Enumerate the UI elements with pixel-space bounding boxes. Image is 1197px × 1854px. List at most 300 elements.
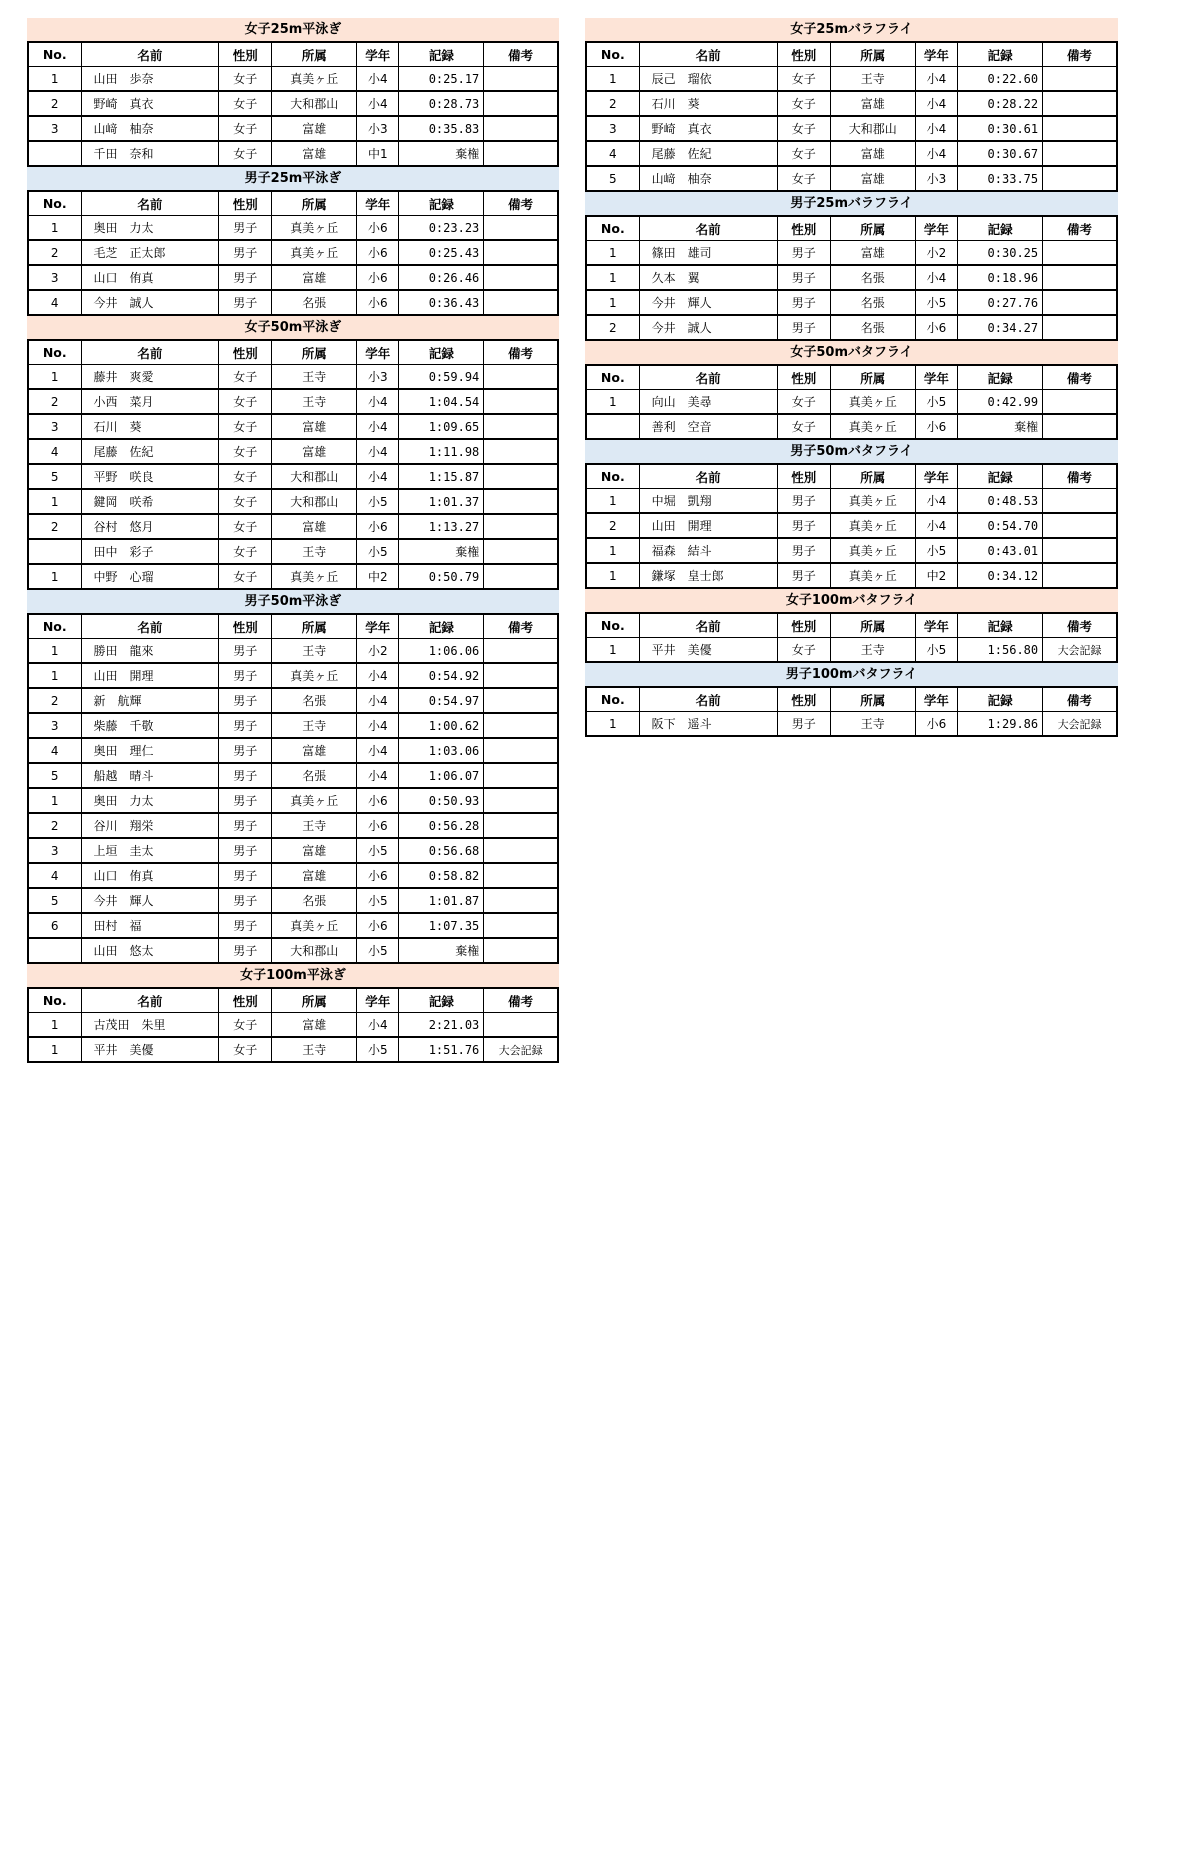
header-row <box>28 191 558 216</box>
cell-team: 真美ヶ丘 <box>830 489 915 514</box>
table-row <box>28 489 558 514</box>
column-header-name: 名前 <box>639 365 777 390</box>
cell-record: 1:51.76 <box>399 1037 484 1062</box>
cell-note <box>484 639 558 664</box>
table-row <box>28 116 558 141</box>
column-header-team: 所属 <box>272 42 357 67</box>
cell-sex: 男子 <box>777 315 830 340</box>
cell-no: 2 <box>586 513 639 538</box>
event-section <box>27 167 559 316</box>
cell-sex: 男子 <box>777 241 830 266</box>
cell-note <box>1043 390 1117 415</box>
cell-sex: 女子 <box>219 439 272 464</box>
cell-team: 名張 <box>830 290 915 315</box>
cell-sex: 女子 <box>219 389 272 414</box>
cell-no: 1 <box>586 489 639 514</box>
column-header-name: 名前 <box>81 191 219 216</box>
cell-sex: 女子 <box>777 91 830 116</box>
cell-name: 柴藤 千敬 <box>81 713 219 738</box>
cell-record: 0:48.53 <box>958 489 1043 514</box>
column-header-name: 名前 <box>639 216 777 241</box>
cell-grade: 小3 <box>357 116 399 141</box>
cell-grade: 小4 <box>357 663 399 688</box>
cell-team: 王寺 <box>272 389 357 414</box>
cell-grade: 小5 <box>357 938 399 963</box>
table-row <box>586 390 1117 415</box>
cell-sex: 男子 <box>777 513 830 538</box>
cell-grade: 小6 <box>915 712 957 737</box>
cell-grade: 小4 <box>915 91 957 116</box>
table-row <box>586 538 1117 563</box>
cell-record: 1:11.98 <box>399 439 484 464</box>
cell-sex: 女子 <box>777 390 830 415</box>
cell-sex: 男子 <box>777 290 830 315</box>
cell-note <box>1043 290 1117 315</box>
cell-no: 1 <box>28 663 81 688</box>
table-row <box>28 464 558 489</box>
column-header-grade: 学年 <box>915 613 957 638</box>
cell-team: 真美ヶ丘 <box>830 414 915 439</box>
cell-team: 真美ヶ丘 <box>272 663 357 688</box>
column-header-grade: 学年 <box>915 365 957 390</box>
cell-name: 山口 侑真 <box>81 265 219 290</box>
column-header-record: 記録 <box>958 42 1043 67</box>
table-row <box>28 414 558 439</box>
cell-sex: 男子 <box>219 688 272 713</box>
cell-team: 富雄 <box>272 439 357 464</box>
cell-sex: 男子 <box>777 489 830 514</box>
cell-no <box>586 414 639 439</box>
cell-grade: 小6 <box>357 290 399 315</box>
cell-note <box>484 663 558 688</box>
column-header-grade: 学年 <box>357 614 399 639</box>
event-title: 男子50m平泳ぎ <box>27 590 559 613</box>
cell-team: 真美ヶ丘 <box>272 913 357 938</box>
table-row <box>28 539 558 564</box>
table-row <box>586 489 1117 514</box>
cell-grade: 小6 <box>357 813 399 838</box>
table-row <box>586 116 1117 141</box>
cell-note <box>484 913 558 938</box>
header-row <box>28 42 558 67</box>
cell-no: 1 <box>28 216 81 241</box>
header-row <box>28 340 558 365</box>
cell-team: 大和郡山 <box>272 464 357 489</box>
cell-record: 0:56.68 <box>399 838 484 863</box>
cell-name: 石川 葵 <box>81 414 219 439</box>
column-header-record: 記録 <box>958 365 1043 390</box>
header-row <box>586 687 1117 712</box>
table-row <box>586 91 1117 116</box>
table-row <box>28 763 558 788</box>
cell-team: 富雄 <box>272 1013 357 1038</box>
header-row <box>586 365 1117 390</box>
column-header-no: No. <box>586 687 639 712</box>
cell-record: 1:15.87 <box>399 464 484 489</box>
cell-record: 1:06.07 <box>399 763 484 788</box>
cell-grade: 小5 <box>357 888 399 913</box>
cell-name: 向山 美尋 <box>639 390 777 415</box>
column-header-note: 備考 <box>1043 216 1117 241</box>
column-header-record: 記録 <box>399 191 484 216</box>
column-header-no: No. <box>586 365 639 390</box>
cell-grade: 小4 <box>357 91 399 116</box>
table-row <box>28 564 558 589</box>
cell-no: 1 <box>28 639 81 664</box>
cell-name: 鎌塚 皇士郎 <box>639 563 777 588</box>
cell-no: 2 <box>28 514 81 539</box>
cell-note <box>484 439 558 464</box>
cell-name: 小西 菜月 <box>81 389 219 414</box>
cell-sex: 男子 <box>219 913 272 938</box>
cell-team: 王寺 <box>272 713 357 738</box>
cell-sex: 女子 <box>777 638 830 663</box>
cell-no: 1 <box>586 290 639 315</box>
column-header-record: 記録 <box>958 687 1043 712</box>
cell-record: 1:01.37 <box>399 489 484 514</box>
column-header-team: 所属 <box>272 340 357 365</box>
cell-team: 富雄 <box>830 141 915 166</box>
column-header-note: 備考 <box>484 42 558 67</box>
cell-sex: 男子 <box>219 838 272 863</box>
cell-note <box>1043 67 1117 92</box>
left-column <box>27 18 559 1063</box>
cell-grade: 小6 <box>357 863 399 888</box>
cell-name: 田村 福 <box>81 913 219 938</box>
cell-grade: 中1 <box>357 141 399 166</box>
cell-sex: 男子 <box>219 763 272 788</box>
event-section <box>585 192 1118 341</box>
cell-team: 王寺 <box>272 813 357 838</box>
cell-record: 1:13.27 <box>399 514 484 539</box>
cell-grade: 小3 <box>357 365 399 390</box>
column-header-team: 所属 <box>272 988 357 1013</box>
cell-team: 王寺 <box>272 365 357 390</box>
cell-note <box>1043 489 1117 514</box>
event-section <box>27 18 559 167</box>
column-header-note: 備考 <box>1043 365 1117 390</box>
results-table <box>27 987 559 1063</box>
cell-no: 1 <box>586 538 639 563</box>
cell-no: 3 <box>586 116 639 141</box>
column-header-name: 名前 <box>639 464 777 489</box>
cell-note <box>484 838 558 863</box>
column-header-record: 記録 <box>399 42 484 67</box>
cell-grade: 小3 <box>915 166 957 191</box>
cell-name: 今井 輝人 <box>81 888 219 913</box>
cell-team: 富雄 <box>830 241 915 266</box>
cell-sex: 女子 <box>219 67 272 92</box>
cell-note <box>484 290 558 315</box>
table-row <box>586 241 1117 266</box>
cell-name: 野崎 真衣 <box>639 116 777 141</box>
cell-no: 1 <box>28 788 81 813</box>
table-row <box>28 265 558 290</box>
column-header-team: 所属 <box>830 216 915 241</box>
cell-no: 2 <box>28 91 81 116</box>
column-header-no: No. <box>586 464 639 489</box>
column-header-team: 所属 <box>830 464 915 489</box>
cell-team: 王寺 <box>272 1037 357 1062</box>
table-row <box>28 1013 558 1038</box>
table-row <box>586 265 1117 290</box>
cell-grade: 小5 <box>915 538 957 563</box>
results-table <box>585 612 1118 663</box>
cell-record: 0:34.12 <box>958 563 1043 588</box>
cell-name: 毛芝 正太郎 <box>81 240 219 265</box>
column-header-name: 名前 <box>81 988 219 1013</box>
cell-team: 真美ヶ丘 <box>272 240 357 265</box>
table-row <box>28 813 558 838</box>
cell-grade: 小4 <box>357 389 399 414</box>
cell-no <box>28 141 81 166</box>
cell-grade: 小2 <box>357 639 399 664</box>
cell-name: 中堀 凱翔 <box>639 489 777 514</box>
table-row <box>586 166 1117 191</box>
cell-name: 山﨑 柚奈 <box>639 166 777 191</box>
column-header-record: 記録 <box>958 464 1043 489</box>
results-table <box>585 463 1118 589</box>
column-header-name: 名前 <box>639 687 777 712</box>
cell-note <box>1043 166 1117 191</box>
cell-name: 平野 咲良 <box>81 464 219 489</box>
event-title: 男子25m平泳ぎ <box>27 167 559 190</box>
cell-note <box>1043 414 1117 439</box>
cell-team: 名張 <box>272 688 357 713</box>
cell-sex: 女子 <box>777 116 830 141</box>
cell-team: 大和郡山 <box>272 489 357 514</box>
cell-sex: 男子 <box>219 863 272 888</box>
cell-name: 平井 美優 <box>81 1037 219 1062</box>
cell-team: 富雄 <box>272 514 357 539</box>
column-header-note: 備考 <box>1043 613 1117 638</box>
cell-grade: 小4 <box>915 489 957 514</box>
cell-name: 篠田 雄司 <box>639 241 777 266</box>
cell-record: 0:59.94 <box>399 365 484 390</box>
cell-team: 富雄 <box>272 838 357 863</box>
cell-no: 3 <box>28 713 81 738</box>
cell-note <box>484 365 558 390</box>
cell-note <box>484 91 558 116</box>
results-table <box>27 41 559 167</box>
column-header-no: No. <box>28 988 81 1013</box>
column-header-grade: 学年 <box>915 464 957 489</box>
table-row <box>586 638 1117 663</box>
column-header-sex: 性別 <box>219 42 272 67</box>
table-row <box>28 838 558 863</box>
column-header-record: 記録 <box>958 613 1043 638</box>
cell-record: 1:09.65 <box>399 414 484 439</box>
cell-note <box>484 788 558 813</box>
table-row <box>586 712 1117 737</box>
cell-grade: 小5 <box>915 638 957 663</box>
column-header-name: 名前 <box>81 340 219 365</box>
column-header-sex: 性別 <box>219 340 272 365</box>
cell-grade: 小6 <box>357 216 399 241</box>
cell-grade: 小6 <box>357 240 399 265</box>
table-row <box>28 389 558 414</box>
table-row <box>28 938 558 963</box>
cell-grade: 小5 <box>915 290 957 315</box>
event-title: 女子50mバタフライ <box>585 341 1118 364</box>
cell-sex: 女子 <box>219 91 272 116</box>
table-row <box>28 888 558 913</box>
header-row <box>586 42 1117 67</box>
cell-name: 山田 歩奈 <box>81 67 219 92</box>
cell-note <box>484 813 558 838</box>
cell-no: 5 <box>28 888 81 913</box>
cell-note <box>484 67 558 92</box>
cell-grade: 小4 <box>915 141 957 166</box>
column-header-sex: 性別 <box>777 464 830 489</box>
cell-record: 1:01.87 <box>399 888 484 913</box>
cell-team: 大和郡山 <box>272 938 357 963</box>
cell-grade: 小4 <box>357 414 399 439</box>
cell-record: 1:00.62 <box>399 713 484 738</box>
table-row <box>28 788 558 813</box>
cell-sex: 男子 <box>219 265 272 290</box>
table-row <box>28 67 558 92</box>
cell-team: 大和郡山 <box>272 91 357 116</box>
cell-no: 1 <box>28 365 81 390</box>
cell-name: 船越 晴斗 <box>81 763 219 788</box>
table-row <box>586 290 1117 315</box>
cell-grade: 小4 <box>357 67 399 92</box>
cell-sex: 男子 <box>777 712 830 737</box>
cell-note <box>484 888 558 913</box>
cell-no: 2 <box>28 813 81 838</box>
cell-no: 1 <box>28 564 81 589</box>
cell-grade: 小5 <box>357 489 399 514</box>
column-header-note: 備考 <box>484 988 558 1013</box>
cell-no: 4 <box>586 141 639 166</box>
cell-record: 0:54.97 <box>399 688 484 713</box>
cell-grade: 小6 <box>357 788 399 813</box>
column-header-no: No. <box>586 216 639 241</box>
cell-no: 1 <box>586 712 639 737</box>
cell-sex: 男子 <box>219 938 272 963</box>
cell-team: 真美ヶ丘 <box>272 67 357 92</box>
column-header-sex: 性別 <box>219 614 272 639</box>
cell-no: 3 <box>28 414 81 439</box>
cell-note <box>484 514 558 539</box>
cell-name: 谷川 翔栄 <box>81 813 219 838</box>
cell-note <box>484 713 558 738</box>
cell-team: 王寺 <box>830 638 915 663</box>
cell-no: 3 <box>28 265 81 290</box>
column-header-grade: 学年 <box>357 42 399 67</box>
table-row <box>586 67 1117 92</box>
cell-record: 0:54.70 <box>958 513 1043 538</box>
cell-sex: 女子 <box>777 141 830 166</box>
cell-name: 石川 葵 <box>639 91 777 116</box>
cell-note <box>484 763 558 788</box>
column-header-note: 備考 <box>484 614 558 639</box>
table-row <box>28 290 558 315</box>
cell-team: 王寺 <box>830 67 915 92</box>
column-header-team: 所属 <box>830 613 915 638</box>
cell-team: 真美ヶ丘 <box>830 563 915 588</box>
cell-team: 王寺 <box>272 639 357 664</box>
column-header-sex: 性別 <box>777 365 830 390</box>
cell-sex: 女子 <box>777 414 830 439</box>
cell-name: 福森 結斗 <box>639 538 777 563</box>
cell-sex: 女子 <box>219 141 272 166</box>
cell-name: 野崎 真衣 <box>81 91 219 116</box>
header-row <box>586 216 1117 241</box>
cell-name: 山﨑 柚奈 <box>81 116 219 141</box>
cell-no: 2 <box>28 240 81 265</box>
cell-note <box>1043 141 1117 166</box>
cell-grade: 小4 <box>357 464 399 489</box>
cell-no: 1 <box>586 638 639 663</box>
column-header-sex: 性別 <box>219 988 272 1013</box>
cell-note <box>484 489 558 514</box>
header-row <box>586 464 1117 489</box>
table-row <box>28 639 558 664</box>
results-table <box>27 339 559 590</box>
table-row <box>28 91 558 116</box>
cell-team: 富雄 <box>272 265 357 290</box>
table-row <box>28 141 558 166</box>
cell-sex: 女子 <box>777 166 830 191</box>
column-header-no: No. <box>28 42 81 67</box>
cell-name: 今井 輝人 <box>639 290 777 315</box>
cell-team: 王寺 <box>830 712 915 737</box>
column-header-note: 備考 <box>484 191 558 216</box>
cell-note <box>484 464 558 489</box>
cell-sex: 女子 <box>219 514 272 539</box>
cell-sex: 男子 <box>219 240 272 265</box>
results-table <box>27 613 559 964</box>
cell-note <box>484 688 558 713</box>
cell-note: 大会記録 <box>1043 638 1117 663</box>
cell-note <box>484 938 558 963</box>
cell-no: 4 <box>28 290 81 315</box>
event-title: 男子100mバタフライ <box>585 663 1118 686</box>
event-section <box>27 964 559 1063</box>
column-header-team: 所属 <box>830 365 915 390</box>
cell-no: 1 <box>28 67 81 92</box>
cell-sex: 男子 <box>219 888 272 913</box>
cell-name: 山田 開理 <box>639 513 777 538</box>
cell-sex: 男子 <box>219 290 272 315</box>
column-header-name: 名前 <box>81 614 219 639</box>
cell-record: 0:43.01 <box>958 538 1043 563</box>
cell-sex: 男子 <box>777 538 830 563</box>
column-header-name: 名前 <box>639 613 777 638</box>
column-header-no: No. <box>28 340 81 365</box>
cell-team: 真美ヶ丘 <box>272 564 357 589</box>
cell-team: 真美ヶ丘 <box>272 216 357 241</box>
cell-note <box>1043 538 1117 563</box>
column-header-record: 記録 <box>399 614 484 639</box>
cell-sex: 女子 <box>219 1013 272 1038</box>
cell-sex: 男子 <box>219 216 272 241</box>
cell-no <box>28 539 81 564</box>
cell-name: 千田 奈和 <box>81 141 219 166</box>
header-row <box>28 614 558 639</box>
cell-record: 0:30.61 <box>958 116 1043 141</box>
column-header-record: 記録 <box>399 988 484 1013</box>
column-header-no: No. <box>28 191 81 216</box>
event-title: 男子25mバラフライ <box>585 192 1118 215</box>
table-row <box>28 663 558 688</box>
cell-team: 名張 <box>830 265 915 290</box>
column-header-record: 記録 <box>399 340 484 365</box>
column-header-grade: 学年 <box>357 988 399 1013</box>
table-row <box>28 913 558 938</box>
